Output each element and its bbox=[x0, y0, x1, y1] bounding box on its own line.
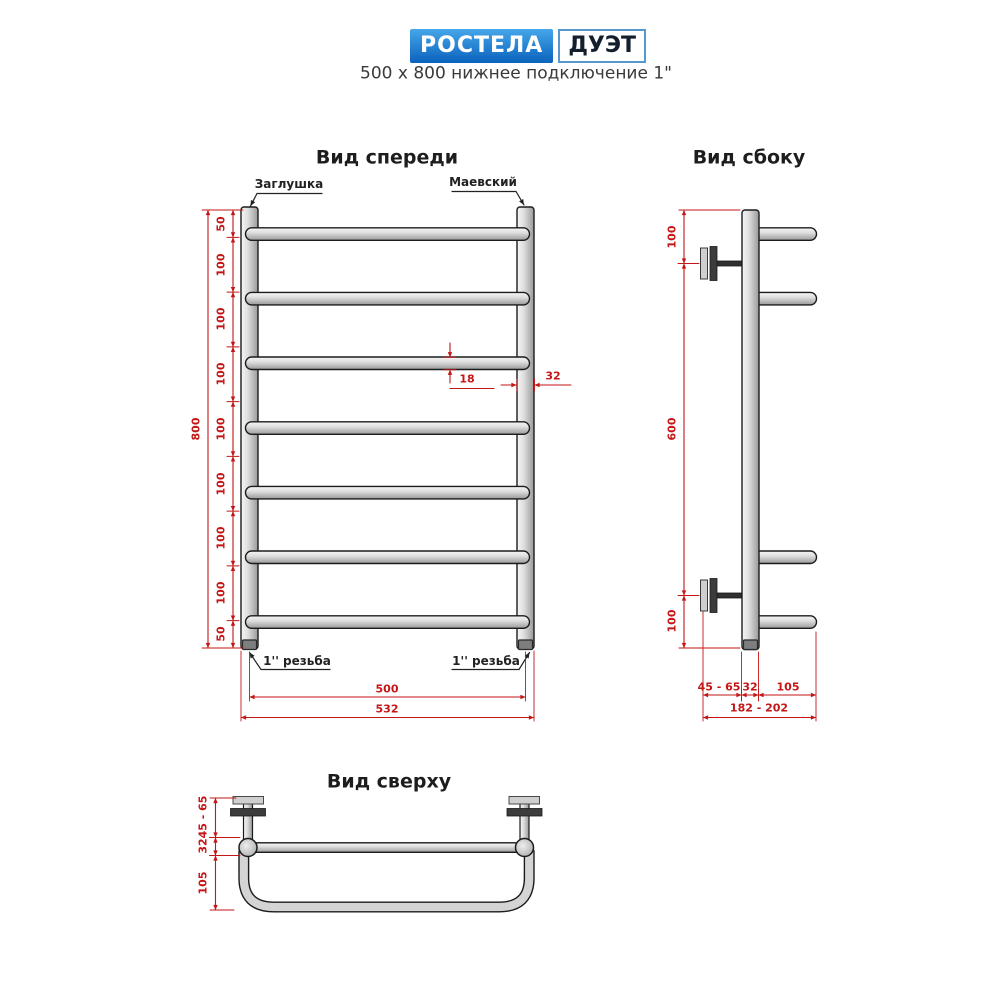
dim-chain-label: 100 bbox=[214, 253, 228, 277]
front-right-thread-cap bbox=[519, 640, 533, 650]
logo bbox=[410, 29, 646, 63]
mayevsky-valve-callout: Маевский bbox=[449, 175, 517, 189]
dim-chain-label: 100 bbox=[214, 417, 228, 441]
dim-chain-label: 100 bbox=[214, 581, 228, 605]
series-logo: ДУЭТ bbox=[558, 29, 646, 63]
top-view-drawing bbox=[210, 797, 543, 911]
side-view-title: Вид сбоку bbox=[692, 146, 806, 169]
dim-top-rung: 105 bbox=[196, 871, 210, 895]
side-upper-bracket-arm bbox=[716, 261, 744, 266]
front-left-thread-cap bbox=[243, 640, 257, 650]
dim-chain-label: 100 bbox=[214, 307, 228, 331]
dim-side-top: 100 bbox=[665, 225, 679, 249]
dim-post-depth: 32 bbox=[742, 680, 758, 694]
side-lower-bracket-arm bbox=[716, 593, 744, 598]
front-view-title: Вид спереди bbox=[315, 146, 459, 169]
top-u-tube bbox=[244, 852, 529, 907]
dim-bar-diameter: 18 bbox=[459, 372, 475, 386]
dim-chain-label: 50 bbox=[214, 216, 228, 232]
dim-chain-label: 100 bbox=[214, 472, 228, 496]
dim-chain-label: 100 bbox=[214, 526, 228, 550]
top-wall-brackets bbox=[231, 797, 543, 817]
front-view-drawing bbox=[202, 192, 571, 722]
side-post bbox=[742, 210, 759, 650]
brand-logo: РОСТЕЛА bbox=[410, 29, 553, 63]
plug-callout: Заглушка bbox=[254, 177, 324, 191]
dim-side-middle: 600 bbox=[665, 417, 679, 441]
thread-callout-right: 1'' резьба bbox=[452, 654, 520, 668]
dim-top-wall-offset: 45 - 65 bbox=[196, 795, 210, 839]
dim-post-diameter: 32 bbox=[545, 369, 561, 383]
side-rungs bbox=[750, 228, 817, 629]
dim-chain-label: 50 bbox=[214, 626, 228, 642]
top-collector-tube bbox=[254, 843, 519, 853]
dim-top-post: 32 bbox=[196, 838, 210, 854]
top-u-tube-outline bbox=[244, 852, 529, 907]
top-view-title: Вид сверху bbox=[326, 770, 452, 793]
dim-width-overall: 532 bbox=[375, 702, 399, 716]
top-right-post-section bbox=[516, 839, 534, 857]
dim-width-centers: 500 bbox=[375, 682, 399, 696]
dim-wall-offset: 45 - 65 bbox=[697, 680, 741, 694]
side-view-drawing bbox=[678, 210, 817, 721]
top-left-post-section bbox=[239, 839, 257, 857]
model-subtitle: 500 x 800 нижнее подключение 1" bbox=[360, 63, 672, 84]
front-rungs bbox=[246, 228, 530, 629]
dim-side-bottom: 100 bbox=[665, 609, 679, 633]
side-wall-brackets bbox=[701, 247, 718, 613]
side-thread-cap bbox=[744, 640, 758, 650]
dim-depth-overall: 182 - 202 bbox=[729, 701, 789, 715]
dim-total-height: 800 bbox=[189, 417, 203, 441]
dim-chain-label: 100 bbox=[214, 362, 228, 386]
dim-rung-depth: 105 bbox=[776, 680, 800, 694]
thread-callout-left: 1'' резьба bbox=[263, 654, 331, 668]
